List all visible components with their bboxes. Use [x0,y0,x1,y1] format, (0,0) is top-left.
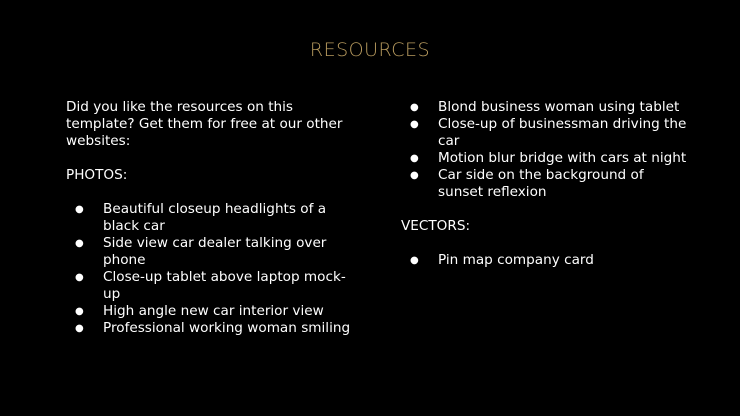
list-item-text: High angle new car interior view [103,303,324,319]
list-item-text: Motion blur bridge with cars at night [438,150,687,166]
bullet-icon: ● [410,153,419,164]
bullet-icon: ● [75,306,84,317]
slide-title: RESOURCES [309,39,431,61]
list-item [401,167,691,201]
left-column [66,99,356,337]
bullet-icon: ● [410,170,419,181]
right-column [401,99,691,269]
list-item [66,320,356,337]
list-item [66,201,356,235]
list-item [401,252,691,269]
spacer [66,184,356,201]
bullet-icon: ● [75,272,84,283]
photos-list-continued [401,99,691,201]
spacer [401,235,691,252]
list-item-text: Close-up of businessman driving the car [438,116,687,149]
list-item [401,99,691,116]
bullet-icon: ● [75,204,84,215]
vectors-list [401,252,691,269]
list-item-text: Beautiful closeup headlights of a black car [103,201,327,234]
photos-list [66,201,356,337]
list-item-text: Car side on the background of sunset reflexion [438,167,644,200]
photos-heading: PHOTOS: [66,167,128,183]
intro-text: Did you like the resources on this template? Get them for free at our other websites: [66,99,343,149]
bullet-icon: ● [75,238,84,249]
bullet-icon: ● [75,323,84,334]
vectors-heading: VECTORS: [401,218,471,234]
bullet-icon: ● [410,119,419,130]
list-item [66,303,356,320]
list-item [66,235,356,269]
list-item-text: Side view car dealer talking over phone [103,235,327,268]
list-item-text: Close-up tablet above laptop mock-up [103,269,346,302]
spacer [66,150,356,167]
list-item [401,116,691,150]
list-item-text: Professional working woman smiling [103,320,351,336]
list-item [66,269,356,303]
list-item-text: Blond business woman using tablet [438,99,680,115]
bullet-icon: ● [410,255,419,266]
bullet-icon: ● [410,102,419,113]
list-item-text: Pin map company card [438,252,594,268]
spacer [401,201,691,218]
list-item [401,150,691,167]
